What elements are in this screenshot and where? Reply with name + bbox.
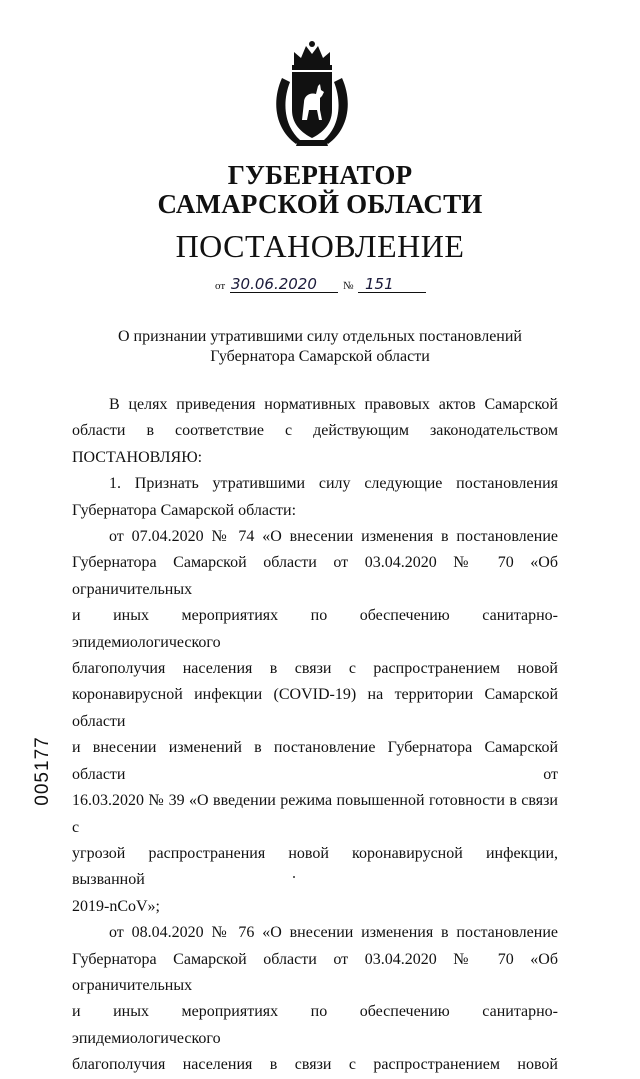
date-number-line bbox=[215, 273, 435, 295]
body-line: благополучия населения в связи с распространением новой bbox=[72, 1056, 558, 1074]
body-line: от 08.04.2020 № 76 «О внесении изменения в постановление bbox=[109, 924, 558, 942]
issuer-title-line2: САМАРСКОЙ ОБЛАСТИ bbox=[157, 189, 483, 219]
document-type-heading: ПОСТАНОВЛЕНИЕ bbox=[175, 228, 465, 264]
number-value: 151 bbox=[365, 275, 394, 293]
body-line: области в соответствие с действующим законодательством bbox=[72, 422, 558, 440]
body-line: благополучия населения в связи с распространением новой bbox=[72, 660, 558, 678]
body-line: и иных мероприятиях по обеспечению санитарно-эпидемиологического bbox=[72, 1003, 558, 1047]
coat-of-arms-icon bbox=[268, 40, 356, 150]
margin-stamp bbox=[30, 735, 52, 805]
body-line: угрозой распространения новой коронавирусной инфекции, вызванной bbox=[72, 844, 558, 889]
body-line: и иных мероприятиях по обеспечению санитарно-эпидемиологического bbox=[72, 607, 558, 651]
margin-stamp-number: 005177 bbox=[32, 736, 53, 806]
body-line: 1. Признать утратившими силу следующие постановления bbox=[109, 475, 558, 493]
body-line: 2019-nCoV»; bbox=[72, 897, 160, 915]
document-subject bbox=[0, 327, 640, 367]
body-line: 16.03.2020 № 39 «О введении режима повышенной готовности в связи с bbox=[72, 792, 558, 836]
body-line: коронавирусной инфекции (COVID-19) на территории Самарской области bbox=[72, 686, 558, 730]
body-line: Губернатора Самарской области от 03.04.2020 № 70 «Об ограничительных bbox=[72, 554, 558, 598]
body-line: ПОСТАНОВЛЯЮ: bbox=[72, 448, 203, 466]
date-label: от bbox=[215, 280, 226, 292]
body-line: В целях приведения нормативных правовых актов Самарской bbox=[109, 396, 558, 413]
issuer-title-line1: ГУБЕРНАТОР bbox=[227, 160, 413, 190]
body-line: и внесении изменений в постановление Губернатора Самарской области от bbox=[72, 739, 558, 783]
body-line: Губернатора Самарской области от 03.04.2020 № 70 «Об ограничительных bbox=[72, 950, 558, 994]
subject-line: О признании утратившими силу отдельных постановлений bbox=[118, 328, 522, 345]
number-label: № bbox=[343, 280, 354, 292]
body-line: Губернатора Самарской области: bbox=[72, 501, 297, 519]
body-line: от 07.04.2020 № 74 «О внесении изменения в постановление bbox=[109, 528, 558, 546]
subject-line: Губернатора Самарской области bbox=[210, 348, 430, 365]
page-mark bbox=[293, 876, 295, 878]
date-value: 30.06.2020 bbox=[231, 275, 317, 293]
document-body bbox=[72, 392, 558, 1079]
